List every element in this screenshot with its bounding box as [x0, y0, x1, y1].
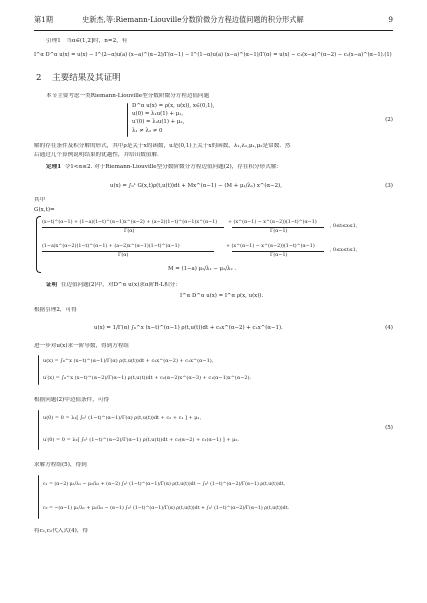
page-number: 9 [388, 15, 393, 24]
system-5-brace [38, 410, 39, 450]
system-2-row: λ₁ ≠ λ₂ ≠ 0 [132, 128, 163, 134]
equation-4: u(x) = 1/Γ(α) ∫₀^x (x−t)^(α−1) ρ(t,u(t))dt + c₂x^(α−2) + c₁x^(α−1). [94, 325, 283, 331]
derivative-line: 进一步对u(x)求一阶导数，得到方程组 [34, 343, 130, 349]
case2-second: + (x^(α−1) − x^(α−2))(1−t)^(α−1) [226, 244, 315, 249]
proof-line [46, 282, 393, 289]
substitution-line: 将c₁,c₂代入式(4)，得 [34, 528, 89, 534]
case1-numerator: (x−t)^(α−1) + (1−a)(1−t)^(α−1)x^(α−2) + (a−2)(1−t)^(α−1)x^(α−1) [42, 220, 218, 225]
lemma-reference: 根据引理2，可得 [34, 307, 77, 313]
solution-brace [38, 475, 39, 519]
case1-denominator2: Γ(α−1) [270, 229, 288, 234]
boundary-line: 根据问题(2)中边值条件，可得 [34, 397, 110, 403]
intro-paragraph: 本节主要考虑一类Riemann-Liouville型分数阶微分方程边值问题 [46, 93, 210, 99]
system-2-row: u′(0) = λ₂u(1) + μ₂, [132, 119, 185, 125]
case1-denominator: Γ(α) [124, 229, 135, 234]
proof-label: 证明 [46, 282, 58, 288]
system-row: u′(x) = ∫₀^x (x−t)^(α−2)/Γ(α−1) ρ(t,u(t))dt + c₂(α−2)x^(α−3) + c₁(α−1)x^(α−2). [43, 375, 252, 381]
proof-equation: I^α D^α u(x) = I^α ρ(x, u(x)). [180, 293, 264, 299]
c1-expression: c₁ = (α−2) μ₁/λ₁ − μ₂/λ₂ + (α−2) ∫₀¹ (1−t)^(α−1)/Γ(α) ρ(t,u(t))dt − ∫₀¹ (1−t)^(α−2)/Γ(α−1) ρ(t,u(t))dt, [43, 482, 286, 487]
section-heading [36, 73, 393, 84]
g-label: G(x,t)= [34, 207, 55, 213]
running-title: 史新杰,等:Riemann-Liouville分数阶微分方程边值问题的积分形式解 [82, 15, 304, 24]
system-5-row: u′(0) = 0 = λ₂[ ∫₀¹ (1−t)^(α−2)/Γ(α−1) ρ(t,u(t))dt + c₂(α−2) + c₁(α−1) ] + μ₂. [43, 437, 239, 443]
equation-3: u(x) = ∫₀¹ G(x,t)ρ(t,u(t))dt + Mx^(α−1) − (M + μ₁/λ₁) x^(α−2), [110, 183, 282, 189]
c2-expression: c₂ = −(α−1) μ₁/λ₁ + μ₂/λ₂ − (α−1) ∫₀¹ (1−t)^(α−1)/Γ(α) ρ(t,u(t))dt + ∫₀¹ (1−t)^(α−2)/Γ(α−1) ρ(t,u(t))dt. [43, 506, 289, 511]
system-2-row: D^α u(x) = ρ(x, u(x)), x∈(0,1), [132, 103, 215, 109]
running-header [34, 13, 393, 27]
m-definition: M = (1−a) μ₂/λ₁ − μ₂/λ₂ . [168, 266, 237, 272]
system-2-row: u(0) = λ₁u(1) + μ₁, [132, 111, 184, 117]
case1-second: + (x^(α−1) − x^(α−2))(1−t)^(α−1) [228, 220, 317, 225]
paragraph-line: 解的存在条件及积分解的形式，其中ρ是关于x的函数，u是(0,1)上关于x的函数，λ₁,λ₂,μ₁,μ₂是常数．然 [34, 143, 291, 149]
where-label: 其中 [34, 197, 46, 203]
piecewise-brace [36, 216, 41, 273]
lemma-line: 引理1 当α∈(1,2]时，n=2，有 [46, 38, 128, 44]
equation-1: I^α D^α u(x) = u(x) − I^(2−α)u(a) (x−a)^(α−2)/Γ(α−1) − I^(1−α)u(a) (x−a)^(α−1)/Γ(α) = u(x) − c₁(x−a)^(α−2) − c₂(x−a)^(α−1).(1) [34, 52, 392, 58]
solve-line: 求解方程组(5)，得到 [34, 462, 87, 468]
case2-domain: , 0≤x≤t≤1, [330, 248, 358, 253]
issue-label: 第1期 [34, 15, 53, 24]
case2-denominator2: Γ(α−1) [270, 253, 288, 258]
equation-number-3: (3) [385, 183, 393, 189]
section-number: 2 [36, 73, 42, 83]
equation-number-4: (4) [385, 325, 393, 331]
system-2-brace [127, 103, 128, 137]
equation-number-5: (5) [385, 425, 393, 431]
proof-text: 在边值问题(2)中，对D^α u(x)求α阶R-L积分： [60, 282, 181, 288]
theorem-text: 令1<α≤2. 对于Riemann-Liouville型分数阶微分方程边值问题(2)，存在积分形式解： [64, 164, 283, 170]
system-5-row: u(0) = 0 = λ₁[ ∫₀¹ (1−t)^(α−1)/Γ(α) ρ(t,u(t))dt + c₂ + c₁ ] + μ₁, [43, 415, 202, 421]
paragraph-line: 后通过几个算例说明结果的优越性，并给出数值解． [34, 152, 163, 158]
equation-number-2: (2) [385, 117, 393, 123]
case2-numerator: (1−a)x^(α−2)(1−t)^(α−1) + (a−2)x^(α−1)(1−t)^(α−1) [42, 244, 180, 249]
section-title: 主要结果及其证明 [52, 73, 121, 83]
case2-denominator: Γ(α) [118, 253, 129, 258]
theorem-label: 定理1 [46, 164, 62, 170]
case1-domain: , 0≤t≤x≤1, [330, 224, 358, 229]
system-row: u(x) = ∫₀^x (x−t)^(α−1)/Γ(α) ρ(t,u(t))dt + c₂x^(α−2) + c₁x^(α−1), [43, 358, 214, 364]
theorem-1 [46, 164, 393, 171]
system-brace [38, 355, 39, 385]
header-rule [34, 30, 393, 31]
